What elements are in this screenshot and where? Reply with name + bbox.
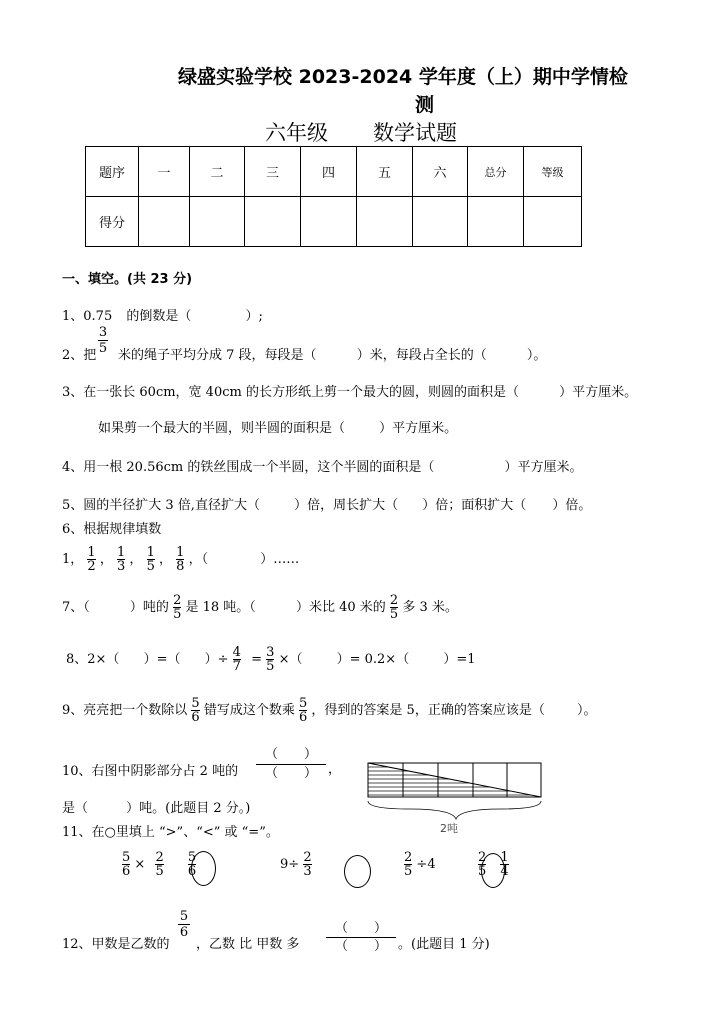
score-table	[85, 146, 582, 247]
score-cell: 等级	[524, 147, 582, 197]
q7-frac-1: $\frac{2}{5}$	[173, 593, 182, 622]
score-input-cell[interactable]	[139, 197, 190, 247]
q6-sep: ，	[159, 552, 173, 567]
q12-b: ，乙数 比 甲数 多	[196, 937, 300, 952]
q11-expr-2	[280, 851, 312, 878]
q11-e1-frac2: $\frac{2}{5}$	[155, 850, 164, 879]
q8-e: ×（	[278, 652, 303, 667]
q12-den: （ ）	[326, 937, 396, 955]
q6-sep: ，	[99, 552, 113, 567]
question-2-a: 2、把	[62, 348, 97, 363]
q2-frac-den: 5	[98, 341, 108, 356]
q11-e4-frac1: $\frac{2}{5}$	[478, 850, 487, 879]
q6-frac-1: $\frac{1}{2}$	[87, 545, 96, 574]
score-cell: 四	[301, 147, 357, 197]
q9-frac-1: $\frac{5}{6}$	[191, 696, 200, 725]
q6-frac-2: $\frac{1}{3}$	[117, 545, 126, 574]
q8-g: ）=1	[443, 652, 476, 667]
q6-frac-3: $\frac{1}{5}$	[146, 545, 155, 574]
question-6: 6、根据规律填数	[62, 522, 162, 537]
score-cell: 总分	[468, 147, 524, 197]
q11-e4-frac2: $\frac{1}{4}$	[500, 850, 509, 879]
q11-e3-frac: $\frac{2}{5}$	[404, 850, 413, 879]
q9-a: 9、亮亮把一个数除以	[62, 703, 188, 718]
q10-den: （ ）	[256, 764, 326, 783]
score-cell: 二	[190, 147, 245, 197]
q11-e1-frac3: $\frac{5}{6}$	[187, 850, 197, 879]
q8-frac-2: $\frac{3}{5}$	[266, 645, 275, 674]
q12-blank-fraction[interactable]	[326, 920, 396, 955]
q10-c: ）吨。(此题目 2 分。)	[126, 801, 251, 816]
q11-expr-3	[404, 851, 436, 878]
score-input-cell[interactable]	[245, 197, 301, 247]
q9-c: ，得到的答案是 5，正确的答案应该是（	[311, 703, 545, 718]
q7-a: 7、（	[62, 600, 90, 615]
question-1	[62, 305, 263, 324]
score-input-cell[interactable]	[468, 197, 524, 247]
q11-expr-1	[122, 851, 196, 878]
q4-text: 4、用一根 20.56cm 的铁丝围成一个半圆，这个半圆的面积是（	[62, 460, 435, 475]
q6-sep: ，	[129, 552, 143, 567]
score-input-cell[interactable]	[301, 197, 357, 247]
question-11: 11、在○里填上 “>”、“<” 或 “=”。	[62, 825, 279, 840]
q3-line2: 如果剪一个最大的半圆，则半圆的面积是（	[98, 421, 346, 436]
q6-sequence	[62, 546, 299, 573]
question-8	[66, 646, 476, 673]
q8-d: =	[251, 652, 262, 667]
q7-e: 多 3 米。	[402, 600, 458, 615]
q2-text-c: ）米，每段占全长的（	[356, 348, 487, 363]
score-table-header-row	[86, 147, 582, 197]
q11-e3-tail: ÷4	[416, 857, 436, 872]
score-cell: 五	[357, 147, 413, 197]
score-input-cell[interactable]	[413, 197, 468, 247]
q12-a: 12、甲数是乙数的	[62, 937, 170, 952]
q12-frac-num: 5	[179, 909, 189, 924]
title-line2: 测	[415, 94, 435, 116]
score-cell: 三	[245, 147, 301, 197]
q7-d: ）米比 40 米的	[295, 600, 386, 615]
q2-text-b: 米的绳子平均分成 7 段，每段是（	[118, 348, 317, 363]
q10-chart-label: 2吨	[440, 822, 458, 835]
q6-lead: 1，	[62, 552, 84, 567]
q11-e1-frac1: $\frac{5}{6}$	[122, 850, 131, 879]
q10-blank-fraction[interactable]	[256, 746, 326, 783]
q10-brace	[368, 801, 541, 819]
q4-text-end: ）平方厘米。	[504, 460, 583, 475]
q8-b: ）=（	[143, 652, 181, 667]
score-cell: 题序	[86, 147, 139, 197]
score-input-cell[interactable]	[524, 197, 582, 247]
q12-fraction	[178, 909, 190, 940]
section-heading: 一、填空。(共 23 分)	[62, 272, 193, 287]
score-cell: 一	[139, 147, 190, 197]
q12-c: 。(此题目 1 分)	[398, 937, 490, 952]
q3-line1-end: ）平方厘米。	[559, 385, 638, 400]
subtitle-subject: 数学试题	[373, 121, 457, 145]
q11-e2-frac: $\frac{2}{3}$	[303, 850, 312, 879]
q5-b: ）倍，周长扩大（	[294, 498, 399, 513]
q9-frac-2: $\frac{5}{6}$	[299, 696, 308, 725]
q1-text-c: ）;	[245, 309, 263, 324]
q7-b: ）吨的	[129, 600, 169, 615]
q8-a: 8、2×（	[66, 652, 120, 667]
q6-frac-4: $\frac{1}{8}$	[176, 545, 185, 574]
q8-f: ）= 0.2×（	[336, 652, 410, 667]
q10-line2	[62, 797, 250, 816]
subtitle-grade: 六年级	[265, 121, 328, 145]
q2-text-d: ）。	[526, 348, 547, 363]
question-5	[62, 494, 591, 513]
q7-frac-2: $\frac{2}{5}$	[389, 593, 399, 622]
question-2-b	[118, 344, 546, 363]
q11-compare-circle-2[interactable]	[344, 855, 371, 888]
question-7	[62, 594, 458, 621]
q8-frac-1: $\frac{4}{7}$	[232, 645, 241, 674]
question-3-line2	[98, 417, 457, 436]
question-9	[62, 697, 596, 724]
q2-fraction	[98, 325, 108, 356]
q3-line2-end: ）平方厘米。	[379, 421, 458, 436]
q9-b: 错写成这个数乘	[203, 703, 295, 718]
q8-c: ）÷	[204, 652, 229, 667]
score-cell: 六	[413, 147, 468, 197]
title-line1: 绿盛实验学校 2023-2024 学年度（上）期中学情检	[178, 66, 628, 88]
q1-text-a: 1、0.75	[62, 309, 113, 324]
score-cell: 得分	[86, 197, 139, 247]
q12-num: （ ）	[334, 921, 387, 936]
q11-compare-circle-3[interactable]	[481, 853, 505, 888]
score-input-cell[interactable]	[190, 197, 245, 247]
q12-frac-den: 6	[179, 925, 189, 940]
q11-e2-lead: 9÷	[280, 857, 300, 872]
score-table-score-row	[86, 197, 582, 247]
q3-line1: 3、在一张长 60cm，宽 40cm 的长方形纸上剪一个最大的圆，则圆的面积是（	[62, 385, 519, 400]
q11-compare-circle-1[interactable]	[191, 851, 216, 886]
q6-tail-b: ）……	[260, 552, 300, 567]
score-input-cell[interactable]	[357, 197, 413, 247]
q10-a: 10、右图中阴影部分占 2 吨的	[62, 764, 239, 779]
q5-a: 5、圆的半径扩大 3 倍,直径扩大（	[62, 498, 260, 513]
q7-c: 是 18 吨。（	[185, 600, 256, 615]
question-4	[62, 456, 583, 475]
q2-frac-num: 3	[98, 325, 108, 340]
q10-b: 是（	[62, 801, 89, 816]
q10-num: （ ）	[264, 747, 317, 762]
q9-d: ）。	[576, 703, 597, 718]
q1-text-b: 的倒数是（	[126, 309, 192, 324]
question-3-line1	[62, 381, 637, 400]
q10-comma: ，	[328, 762, 342, 777]
q6-tail-a: ，（	[188, 552, 209, 567]
q5-c: ）倍；面积扩大（	[422, 498, 527, 513]
q5-d: ）倍。	[552, 498, 592, 513]
q11-e1-op: ×	[134, 857, 146, 872]
